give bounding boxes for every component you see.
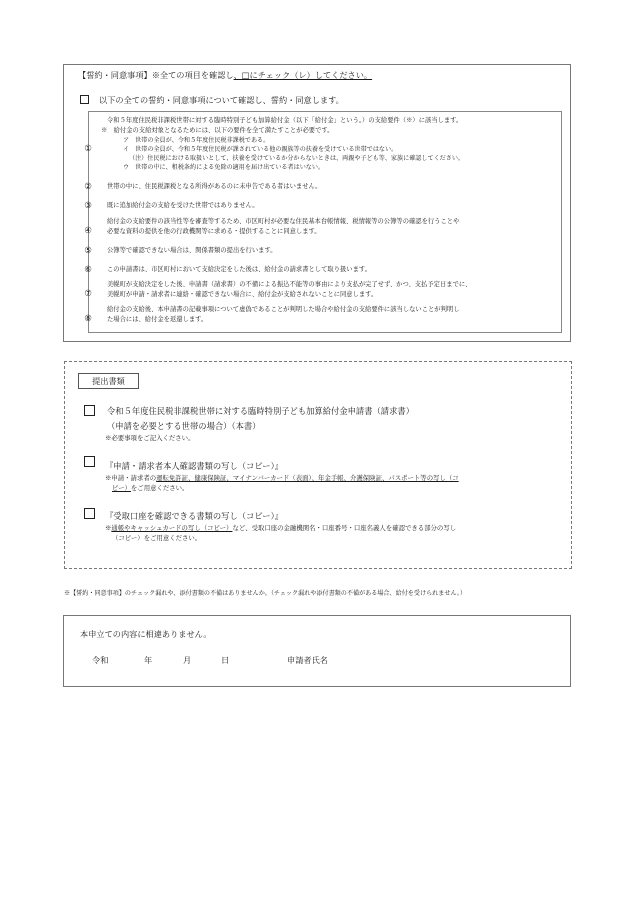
documents-section (64, 361, 572, 569)
date-year: 年 (144, 655, 153, 665)
doc3-note-text: ※ (105, 524, 112, 532)
doc2-checkbox[interactable] (84, 456, 95, 467)
item-line: 美幌町が支給決定をした後、申請書（請求書）の不備による振込不能等の事由により支払が完了せず、かつ、支払予定日までに、 (107, 281, 472, 288)
item-line: た場合には、給付金を返還します。 (107, 315, 208, 323)
item-text: 世帯の中に、住民税課税となる所得があるのに未申告である者はいません。 (107, 183, 322, 190)
consent-heading-note: ※全ての項目を確認し (151, 70, 234, 80)
doc1-note: ※必要事項をご記入ください。 (105, 434, 195, 442)
doc3-checkbox[interactable] (84, 508, 95, 519)
item-sub: （注）住民税における取扱いとして、扶養を受けているか分からないときは、両親や子ども等、家族に確認してください。 (129, 155, 465, 162)
consent-checkbox[interactable] (80, 95, 89, 104)
consent-items-box (84, 111, 562, 333)
item-number: ② (84, 182, 92, 192)
doc3-note-text-post: など、受取口座の金融機関名・口座番号・口座名義人を確認できる部分の写し (232, 524, 457, 532)
doc2-note-underlined: 運転免許証、健康保険証、マイナンバーカード（表面）、年金手帳、介護保険証、パスポート等の写し（コ (156, 474, 459, 482)
item-line: 令和５年度住民税非課税世帯に対する臨時特別子ども加算給付金（以下「給付金」という。）の支給要件（※）に該当します。 (107, 117, 463, 124)
item-text (107, 217, 573, 236)
doc3-note-underlined: 通帳やキャッシュカードの写し（コピー） (111, 524, 233, 532)
item-number: ⑥ (84, 265, 92, 275)
item-text (107, 305, 573, 324)
item-number: ⑦ (84, 289, 92, 299)
item-text (101, 116, 557, 135)
item-sub: ウ 世帯の中に、租税条約による免除の適用を届け出ている者はいない。 (123, 164, 325, 171)
date-day: 日 (221, 655, 230, 665)
declaration-text: 本申立ての内容に相違ありません。 (80, 629, 212, 639)
item-sub: イ 世帯の全員が、令和５年度住民税が課されている他の親族等の扶養を受けている世帯ではない。 (123, 146, 398, 153)
item-line: 給付金の支給後、本申請書の記載事項について虚偽であることが判明した場合や給付金の支給要件に該当しないことが判明し (107, 306, 460, 313)
doc3-note-2: （コピー）をご用意ください。 (112, 534, 202, 542)
doc2-note-text: ※申請・請求者の (105, 474, 157, 482)
item-sub: ア 世帯の全員が、令和５年度住民税非課税である。 (123, 137, 270, 144)
doc3-title: 『受取口座を確認できる書類の写し（コピー）』 (105, 511, 284, 521)
doc2-note (105, 473, 459, 483)
consent-heading-label: 【誓約・同意事項】 (78, 70, 152, 80)
consent-check-label: 以下の全ての誓約・同意事項について確認し、誓約・同意します。 (99, 95, 344, 105)
doc1-title-sub: （申請を必要とする世帯の場合）（本書） (107, 421, 261, 431)
date-month: 月 (183, 655, 192, 665)
applicant-name-label: 申請者氏名 (287, 655, 328, 665)
doc2-note-2 (112, 483, 188, 493)
doc2-note-text-2: をご用意ください。 (130, 484, 189, 492)
item-line: 給付金の支給要件の該当性等を審査等するため、市区町村が必要な住民基本台帳情報、税情報等の公簿等の確認を行うことや (107, 218, 460, 225)
item-line: 美幌町が申請・請求者に連絡・確認できない場合に、給付金が支給されないことに同意します。 (107, 290, 378, 298)
footnote: ※【誓約・同意事項】のチェック漏れや、添付書類の不備はありませんか。（チェック漏れや添付書類の不備がある場合、給付を受けられません。） (64, 590, 467, 597)
item-number: ④ (84, 226, 92, 236)
doc1-checkbox[interactable] (84, 405, 95, 416)
doc2-title: 『申請・請求者本人確認書類の写し（コピー）』 (105, 461, 284, 471)
item-number: ③ (84, 201, 92, 211)
consent-heading (78, 70, 372, 81)
consent-heading-note-underlined: 、□にチェック（レ）してください。 (233, 70, 373, 80)
item-number: ⑧ (84, 314, 92, 324)
documents-title: 提出書類 (78, 373, 139, 389)
consent-check-row[interactable] (80, 95, 344, 106)
doc2-note-underlined-2: ピー） (112, 484, 131, 492)
item-number: ① (84, 144, 92, 154)
item-text: 既に追加給付金の支給を受けた世帯ではありません。 (107, 202, 259, 209)
item-text: 公簿等で確認できない場合は、関係書類の提出を行います。 (107, 247, 277, 254)
doc1-title: 令和５年度住民税非課税世帯に対する臨時特別子ども加算給付金申請書（請求書） (107, 406, 414, 416)
item-line: ※ 給付金の支給対象となるためには、以下の要件を全て満たすことが必要です。 (101, 126, 334, 134)
signature-section (63, 615, 571, 687)
doc3-note (105, 523, 456, 533)
item-number: ⑤ (84, 246, 92, 256)
item-line: 必要な資料の提供を他の行政機関等に求める・提供することに同意します。 (107, 227, 321, 235)
consent-section (63, 64, 571, 342)
date-era: 令和 (92, 655, 109, 665)
item-text (107, 280, 573, 299)
item-text: この申請書は、市区町村において支給決定をした後は、給付金の請求書として取り扱います。 (107, 266, 371, 273)
